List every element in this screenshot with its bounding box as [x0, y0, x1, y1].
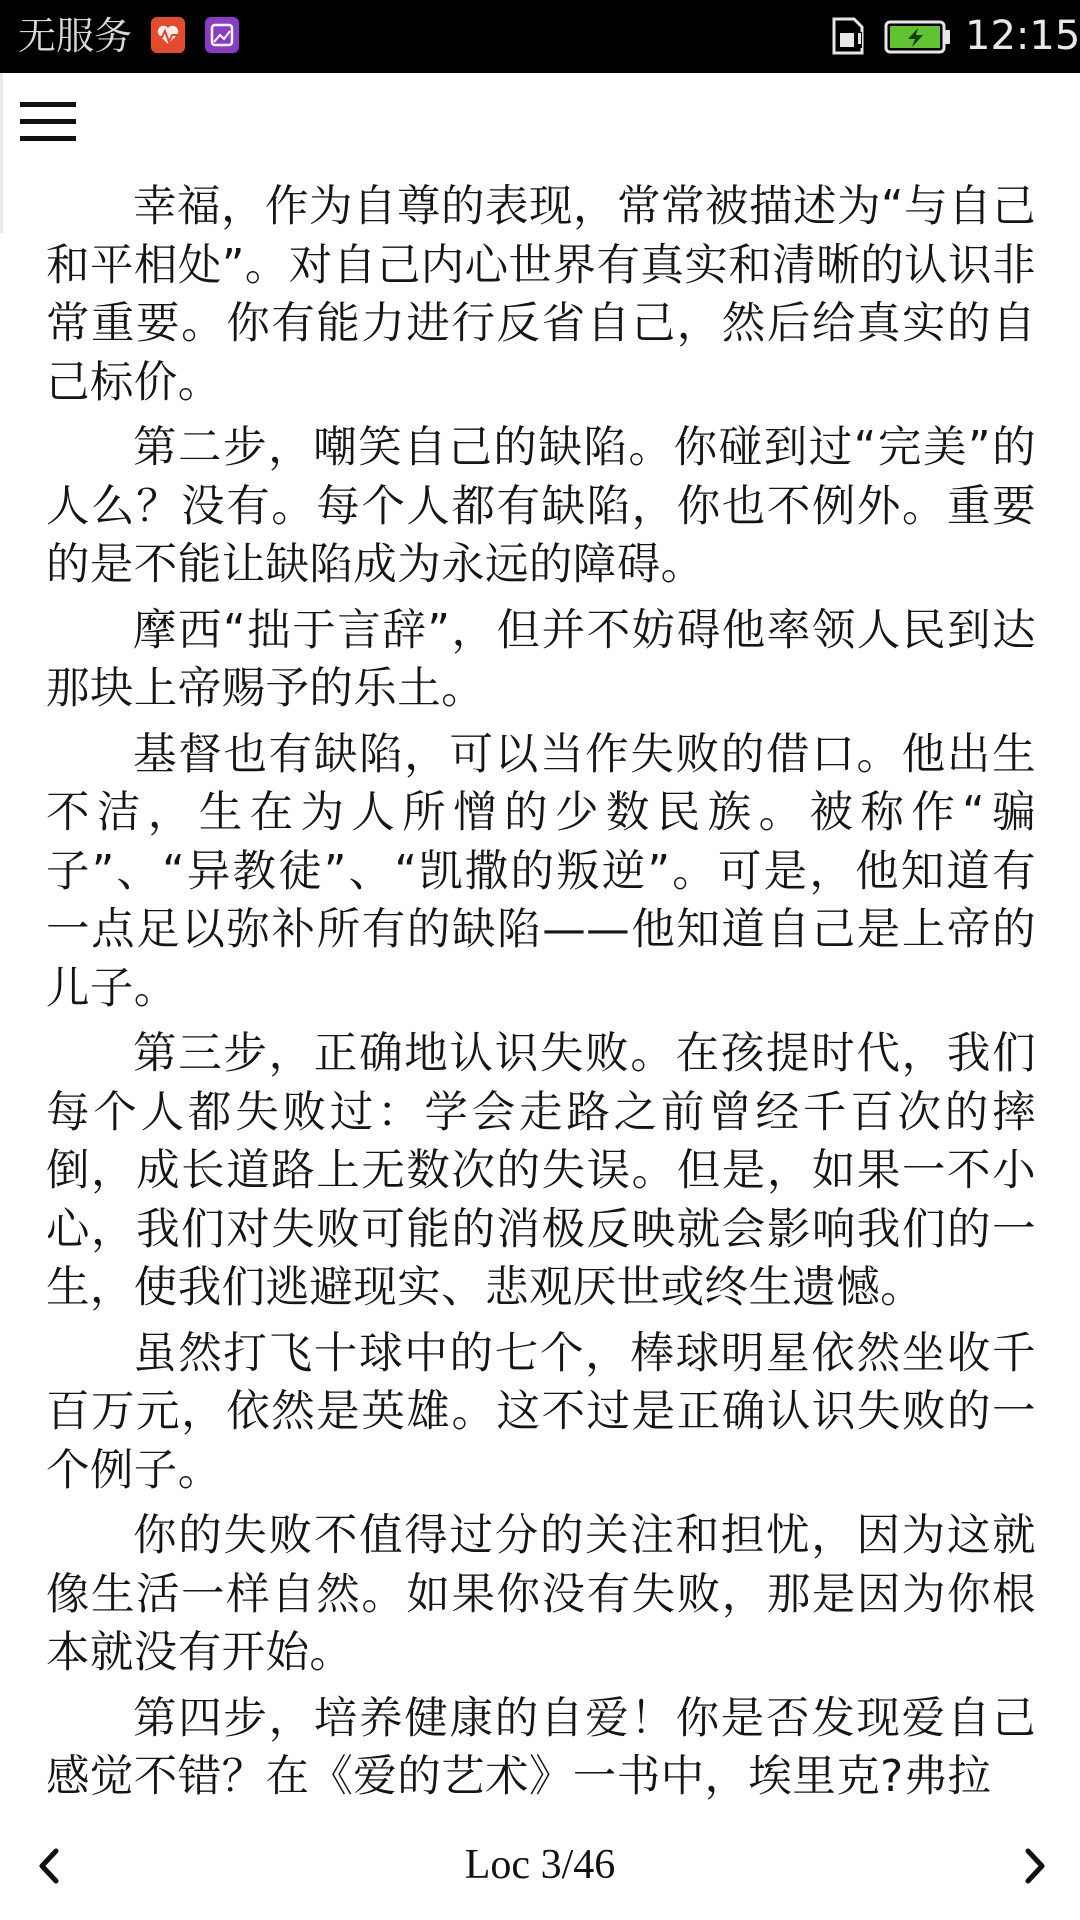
paragraph: 虽然打飞十球中的七个，棒球明星依然坐收千百万元，依然是英雄。这不过是正确认识失败的一个例子。 [46, 1328, 1036, 1496]
paragraph: 第四步，培养健康的自爱！你是否发现爱自己感觉不错？在《爱的艺术》一书中，埃里克?弗拉 [46, 1693, 1036, 1802]
hamburger-menu-icon[interactable] [20, 100, 76, 146]
sim-card-icon [828, 15, 868, 57]
gallery-app-notification-icon [205, 17, 239, 53]
reader-page-text [46, 178, 1036, 1814]
paragraph: 第三步，正确地认识失败。在孩提时代，我们每个人都失败过：学会走路之前曾经千百次的摔倒，成长道路上无数次的失误。但是，如果一不小心，我们对失败可能的消极反映就会影响我们的一生，使我们逃避现实、悲观厌世或终生遗憾。 [46, 1029, 1036, 1313]
paragraph: 你的失败不值得过分的关注和担忧，因为这就像生活一样自然。如果你没有失败，那是因为你根本就没有开始。 [46, 1511, 1036, 1678]
paragraph: 摩西“拙于言辞”，但并不妨碍他率领人民到达那块上帝赐予的乐土。 [46, 605, 1036, 714]
reader-footer [0, 1835, 1080, 1895]
paragraph: 幸福，作为自尊的表现，常常被描述为“与自己和平相处”。对自己内心世界有真实和清晰的认识非常重要。你有能力进行反省自己，然后给真实的自己标价。 [46, 182, 1036, 408]
carrier-label: 无服务 [18, 14, 133, 58]
paragraph: 第二步，嘲笑自己的缺陷。你碰到过“完美”的人么？没有。每个人都有缺陷，你也不例外。重要的是不能让缺陷成为永远的障碍。 [46, 423, 1036, 590]
paragraph: 基督也有缺陷，可以当作失败的借口。他出生不洁，生在为人所憎的少数民族。被称作“骗子”、“异教徒”、“凯撒的叛逆”。可是，他知道有一点足以弥补所有的缺陷——他知道自己是上帝的儿子。 [46, 729, 1036, 1014]
status-bar [0, 0, 1080, 73]
drawer-edge [0, 73, 3, 233]
health-app-notification-icon [151, 17, 185, 53]
chevron-right-icon[interactable] [1014, 1841, 1054, 1891]
battery-charging-icon [884, 20, 952, 54]
location-indicator: Loc 3/46 [464, 1842, 616, 1888]
status-clock: 12:15 [965, 13, 1080, 59]
